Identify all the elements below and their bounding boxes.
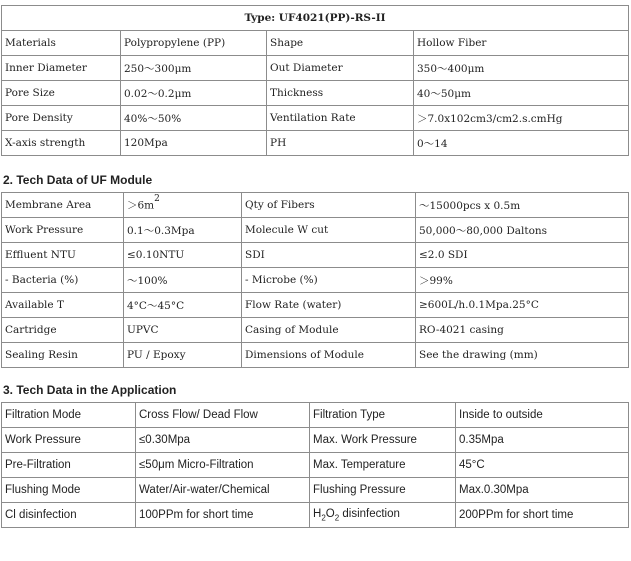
cell-value: 350～400μm	[414, 56, 629, 81]
cell-label: PH	[267, 131, 414, 156]
cell-label: Inner Diameter	[2, 56, 121, 81]
cell-value: PU / Epoxy	[124, 343, 242, 368]
table-row	[2, 268, 629, 293]
cell-label: Filtration Type	[310, 403, 456, 428]
cell-value: 200PPm for short time	[456, 503, 629, 528]
cell-value: 0.35Mpa	[456, 428, 629, 453]
cell-label: Max. Temperature	[310, 453, 456, 478]
table-row	[2, 293, 629, 318]
application-table	[1, 402, 629, 528]
cell-label: Work Pressure	[2, 218, 124, 243]
table-row	[2, 81, 629, 106]
table-row	[2, 31, 629, 56]
cell-value: Max.0.30Mpa	[456, 478, 629, 503]
uf-module-table	[1, 192, 629, 368]
cell-label: Cl disinfection	[2, 503, 136, 528]
cell-value: 40～50μm	[414, 81, 629, 106]
cell-label: Flushing Mode	[2, 478, 136, 503]
cell-value: 0.02～0.2μm	[121, 81, 267, 106]
cell-label: Materials	[2, 31, 121, 56]
cell-label: Qty of Fibers	[242, 193, 416, 218]
table-row	[2, 428, 629, 453]
table-row	[2, 106, 629, 131]
cell-value: ＞99%	[416, 268, 629, 293]
cell-label: Molecule W cut	[242, 218, 416, 243]
cell-value: ～15000pcs x 0.5m	[416, 193, 629, 218]
formula-part: disinfection	[339, 507, 400, 520]
formula-part: H	[313, 507, 322, 520]
cell-label: Cartridge	[2, 318, 124, 343]
cell-value: 100PPm for short time	[136, 503, 310, 528]
table-row	[2, 343, 629, 368]
cell-value: Polypropylene (PP)	[121, 31, 267, 56]
cell-value: Water/Air-water/Chemical	[136, 478, 310, 503]
table-row	[2, 193, 629, 218]
cell-label: - Bacteria (%)	[2, 268, 124, 293]
table-row	[2, 453, 629, 478]
cell-label: Flow Rate (water)	[242, 293, 416, 318]
h2o2-disinfection-label	[310, 503, 456, 528]
cell-value: RO-4021 casing	[416, 318, 629, 343]
cell-value: ～100%	[124, 268, 242, 293]
cell-value: Hollow Fiber	[414, 31, 629, 56]
cell-value: ≤0.10NTU	[124, 243, 242, 268]
cell-value: ≤50μm Micro-Filtration	[136, 453, 310, 478]
cell-label: Dimensions of Module	[242, 343, 416, 368]
table-row	[2, 478, 629, 503]
cell-value: 120Mpa	[121, 131, 267, 156]
cell-value: 4°C～45°C	[124, 293, 242, 318]
cell-value: ≤2.0 SDI	[416, 243, 629, 268]
cell-value: ＞7.0x102cm3/cm2.s.cmHg	[414, 106, 629, 131]
cell-value: 0～14	[414, 131, 629, 156]
cell-label: Max. Work Pressure	[310, 428, 456, 453]
cell-value: Inside to outside	[456, 403, 629, 428]
cell-label: Effluent NTU	[2, 243, 124, 268]
membrane-area-value: ＞6m	[127, 199, 155, 212]
cell-label: Sealing Resin	[2, 343, 124, 368]
cell-value: Cross Flow/ Dead Flow	[136, 403, 310, 428]
cell-label: Ventilation Rate	[267, 106, 414, 131]
cell-label: Work Pressure	[2, 428, 136, 453]
formula-subscript: 2	[321, 513, 326, 523]
cell-label: Out Diameter	[267, 56, 414, 81]
table-row	[2, 131, 629, 156]
cell-label: Shape	[267, 31, 414, 56]
formula-part: O	[325, 507, 335, 520]
cell-value: UPVC	[124, 318, 242, 343]
cell-value	[124, 193, 242, 218]
cell-label: Pore Density	[2, 106, 121, 131]
table-title-row	[2, 6, 629, 31]
cell-value: 50,000～80,000 Daltons	[416, 218, 629, 243]
cell-value: 0.1～0.3Mpa	[124, 218, 242, 243]
superscript: 2	[154, 194, 160, 205]
cell-label: Flushing Pressure	[310, 478, 456, 503]
cell-value: ≤0.30Mpa	[136, 428, 310, 453]
section-heading-application: 3. Tech Data in the Application	[3, 383, 177, 397]
cell-value: 40%～50%	[121, 106, 267, 131]
table-row	[2, 56, 629, 81]
cell-label: SDI	[242, 243, 416, 268]
table-row	[2, 243, 629, 268]
cell-label: - Microbe (%)	[242, 268, 416, 293]
table-row	[2, 503, 629, 528]
table-row	[2, 403, 629, 428]
cell-value: 45°C	[456, 453, 629, 478]
cell-value: ≥600L/h.0.1Mpa.25°C	[416, 293, 629, 318]
cell-label: Membrane Area	[2, 193, 124, 218]
cell-label: Pore Size	[2, 81, 121, 106]
table-title: Type: UF4021(PP)-RS-II	[2, 6, 629, 31]
cell-value: 250～300μm	[121, 56, 267, 81]
table-row	[2, 218, 629, 243]
membrane-spec-table	[1, 5, 629, 156]
cell-label: Pre-Filtration	[2, 453, 136, 478]
formula-subscript: 2	[334, 513, 340, 523]
cell-label: Available T	[2, 293, 124, 318]
cell-label: Casing of Module	[242, 318, 416, 343]
cell-value: See the drawing (mm)	[416, 343, 629, 368]
table-row	[2, 318, 629, 343]
cell-label: Filtration Mode	[2, 403, 136, 428]
cell-label: X-axis strength	[2, 131, 121, 156]
cell-label: Thickness	[267, 81, 414, 106]
section-heading-uf-module: 2. Tech Data of UF Module	[3, 173, 153, 187]
